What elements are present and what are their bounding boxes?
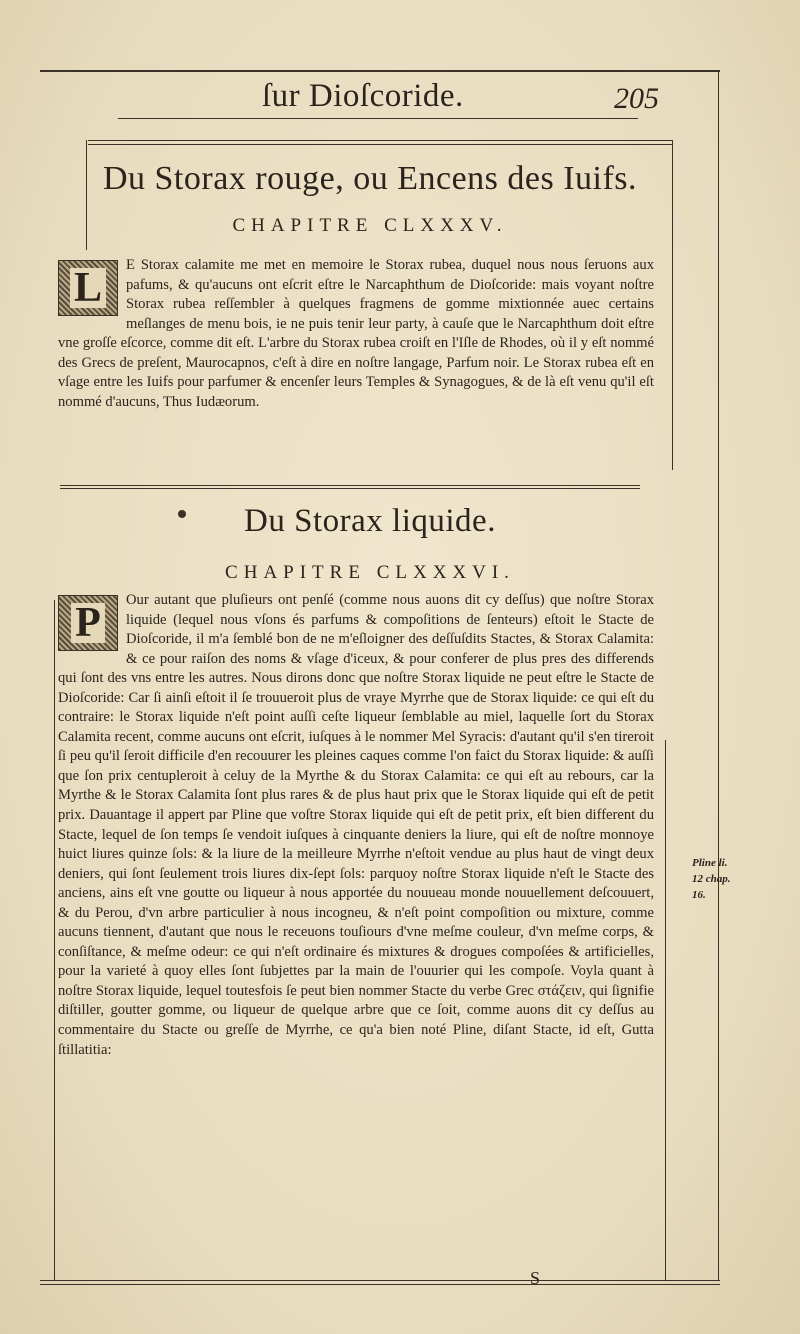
chapter-2-body <box>58 591 654 1060</box>
drop-cap-ornament <box>58 260 118 316</box>
chapter-2-text: Our autant que pluſieurs ont penſé (comme nous auons dit cy deſſus) que noſtre Storax liquide (lequel nous vſons és parfums & compoſitions de ſenteurs) eſtoit le Stacte de Dioſcoride, il m'a ſemblé bon de ne m'eſloigner des deſſuſdits Stactes, & Storax Calamita: & ce pour raiſon des noms & vſage d'iceux, & pour conferer de plus pres des differends qui ſont des vns entre les autres. Nous dirons donc que noſtre Storax liquide ne peut eſtre le Stacte de Dioſcoride: Car ſi ainſi eſtoit il ſe trouueroit plus de vraye Myrrhe que de Storax liquide: ce qui eſt du contraire: le Storax liquide n'eſt point auſſi ceſte liqueur ſemblable au miel, laquelle ſort du Storax Calamita recent, comme aucuns ont eſcrit, iuſques à le nommer Mel Syracis: d'autant qu'il s'en tireroit ſi peu qu'il ſeroit difficile d'en recouurer les pleines caques comme l'on faict du Storax liquide: & auſſi que ſon prix centupleroit à celuy de la Myrthe & du Storax Calamita: ce qui eſt au rebours, car la Myrthe & le Storax Calamita ſont plus rares & de plus haut prix que le Storax liquide qui eſt de petit prix. Dauantage il appert par Pline que voſtre Storax liquide qui eſt de petit prix, eſt bien different du Stacte, lequel de ſon temps ſe vendoit iuſques à cinquante deniers la liure, qui eſt de noſtre monnoye huict liures quinze ſols: & la liure de la meilleure Myrrhe n'eſtoit vendue au plus haut de vingt deux deniers, qui ſont ſeulement trois liures dix-ſept ſols: parquoy noſtre Storax liquide n'eſt le Stacte des anciens, ains eſt vne goutte ou liqueur à nous apportée du nouueau monde nouuellement deſcouuert, & du Perou, d'vn arbre particulier à nous incogneu, & n'eſt point compoſition ou mixture, comme aucuns tiennent, d'autant que nous le receuons touſiours d'vne meſme couleur, d'vn meſme corps, & conſiſtance, & meſme odeur: ce qui n'eſt ordinaire és mixtures & drogues compoſées & artificielles, pour la varieté à quoy elles ſont ſubjettes par la main de l'ouurier qui les compoſe. Voyla quant à noſtre Storax liquide, lequel toutesfois ſe peut bien nommer Stacte du verbe Grec στάζειν, qui ſignifie diſtiller, goutter gomme, ou liqueur de quelque arbre que ce ſoit, comme auons dit cy deſſus au commentaire du Stacte ou greſſe de Myrrhe, ce qu'a bien noté Pline, diſant Stacte, id eſt, Gutta ſtillatitia: <box>58 592 654 1058</box>
left-inner-rule <box>54 600 55 1280</box>
drop-cap-letter: L <box>70 268 106 308</box>
drop-cap-letter: P <box>71 603 105 643</box>
right-outer-rule <box>718 70 719 1280</box>
running-head <box>0 78 800 118</box>
margin-note-line: 12 chap. <box>692 873 731 885</box>
chapter-2-title: Du Storax liquide. <box>244 503 496 539</box>
page-number: 205 <box>614 82 659 115</box>
divider-rule-1 <box>60 485 640 486</box>
head-underline-rule <box>118 118 638 119</box>
drop-cap-ornament <box>58 595 118 651</box>
chapter-1-body <box>58 256 654 412</box>
chapter-1-label: CHAPITRE CLXXXV. <box>232 215 508 236</box>
margin-note-line: 16. <box>692 889 706 901</box>
chapter-2-label: CHAPITRE CLXXXVI. <box>225 562 515 583</box>
top-outer-rule <box>40 70 720 72</box>
margin-note-line: Pline li. <box>692 857 728 869</box>
chapter-1-title: Du Storax rouge, ou Encens des Iuifs. <box>102 160 638 197</box>
bottom-rule-2 <box>40 1284 720 1285</box>
box1-top-rule <box>88 140 673 141</box>
chapter-1-text: E Storax calamite me met en memoire le Storax rubea, duquel nous nous ſeruons aux pafums, & qu'aucuns ont eſcrit eſtre le Narcaphthum de Dioſcoride: mais voyant noſtre Storax rubea reſſembler à quelques fragmens de gomme mixtionnée auec certains meſlanges de menu bois, ie ne puis tenir leur party, à cauſe que le Narcaphthum doit eſtre vne groſſe eſcorce, comme dit eſt. L'arbre du Storax rubea croiſt en l'Iſle de Rhodes, où il y eſt nommé des Grecs de preſent, Maurocapnos, c'eſt à dire en noſtre langage, Parfum noir. Le Storax rubea eſt en vſage entre les Iuifs pour parfumer & encenſer leurs Temples & Synagogues, & de là eſt venu qu'il eſt nommé d'aucuns, Thus Iudæorum. <box>58 257 654 410</box>
box1-top-rule-2 <box>88 144 673 145</box>
divider-rule-2 <box>60 488 640 489</box>
signature-mark: S <box>530 1268 542 1288</box>
margin-note <box>692 855 752 903</box>
running-head-title: ſur Dioſcoride. <box>262 78 464 114</box>
right-inner-rule <box>665 740 666 1280</box>
bottom-rule <box>40 1280 720 1281</box>
